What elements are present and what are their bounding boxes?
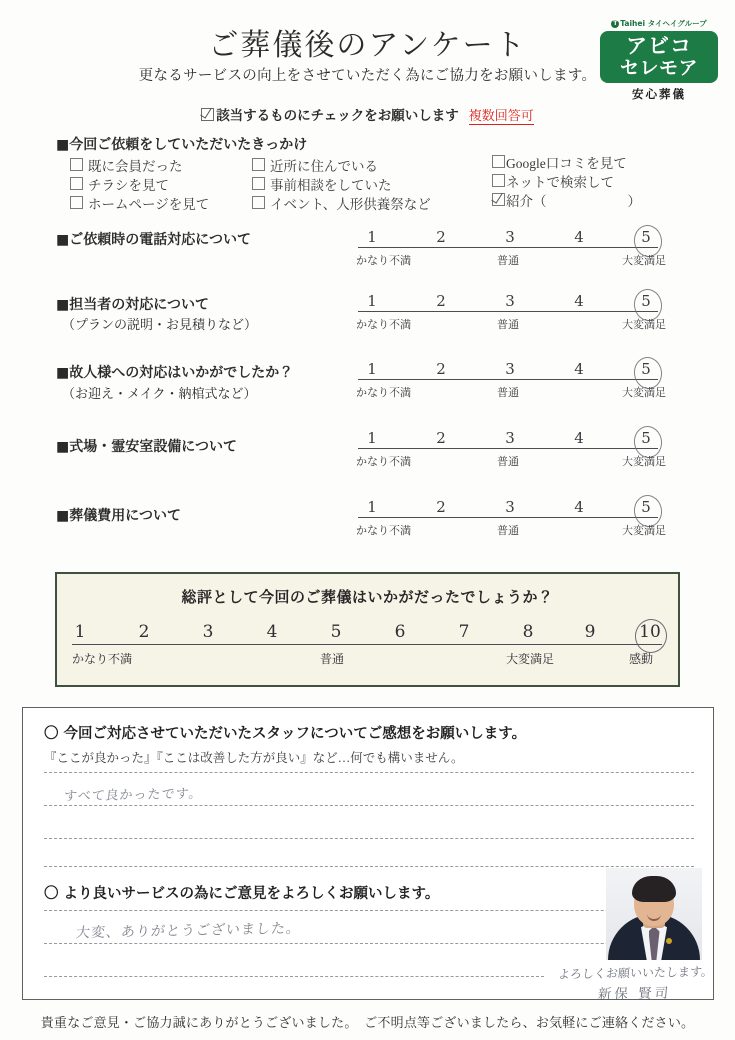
scale-axis — [72, 644, 662, 645]
staff-photo — [606, 868, 702, 960]
check-instruction-text: 該当するものにチェックをお願いします — [216, 108, 459, 124]
checkbox-option-event[interactable] — [252, 193, 431, 213]
question-2-heading: ■担当者の対応について — [56, 297, 209, 313]
writing-line — [44, 838, 694, 839]
overall-point-4[interactable]: 4 — [266, 622, 278, 642]
writing-line — [44, 943, 694, 944]
question-5-heading: ■葬儀費用について — [56, 508, 181, 524]
scale-caption-high: 大変満足 — [622, 455, 666, 468]
scale-point-2[interactable]: 2 — [436, 360, 446, 378]
checkbox-option-referral[interactable] — [492, 190, 641, 210]
logo-brand-line1: アビコ — [626, 34, 692, 58]
scale-point-1[interactable]: 1 — [367, 498, 377, 516]
scale-axis — [358, 379, 658, 380]
scale-caption-low: かなり不満 — [356, 318, 411, 331]
scale-point-5[interactable]: 5 — [641, 228, 651, 246]
checkbox-icon[interactable] — [252, 177, 265, 190]
free-question-2-heading: 〇 より良いサービスの為にご意見をよろしくお願いします。 — [44, 886, 440, 902]
checkbox-option-lives-nearby[interactable] — [252, 155, 378, 175]
scale-axis — [358, 311, 658, 312]
rating-scale-question-1[interactable] — [356, 228, 666, 272]
scale-caption-low: かなり不満 — [356, 386, 411, 399]
overall-point-3[interactable]: 3 — [202, 622, 214, 642]
overall-rating-box — [55, 572, 680, 687]
taihei-mark-icon: T — [613, 20, 618, 27]
page-title: ご葬儀後のアンケート — [208, 28, 527, 63]
checkbox-label: チラシを見て — [88, 178, 169, 193]
scale-point-3[interactable]: 3 — [505, 429, 515, 447]
rating-scale-question-3[interactable] — [356, 360, 666, 404]
scale-point-4[interactable]: 4 — [574, 429, 584, 447]
check-instruction-row — [0, 104, 735, 124]
overall-point-8[interactable]: 8 — [522, 622, 534, 642]
scale-point-4[interactable]: 4 — [574, 292, 584, 310]
checkbox-icon[interactable] — [492, 174, 505, 187]
overall-point-9[interactable]: 9 — [584, 622, 596, 642]
right-eye — [661, 899, 667, 901]
scale-caption-mid: 普通 — [497, 254, 519, 267]
footer-note: 貴重なご意見・ご協力誠にありがとうございました。 ご不明点等ございましたら、お気軽にご連絡ください。 — [40, 1015, 695, 1030]
scale-point-4[interactable]: 4 — [574, 498, 584, 516]
checkbox-icon[interactable] — [70, 158, 83, 171]
rating-scale-question-2[interactable] — [356, 292, 666, 336]
scale-point-1[interactable]: 1 — [367, 292, 377, 310]
scale-point-2[interactable]: 2 — [436, 228, 446, 246]
question-3-sub: （お迎え・メイク・納棺式など） — [62, 386, 257, 401]
scale-point-5[interactable]: 5 — [641, 360, 651, 378]
scale-caption-high: 大変満足 — [622, 318, 666, 331]
scale-caption-low: かなり不満 — [356, 455, 411, 468]
scale-point-2[interactable]: 2 — [436, 498, 446, 516]
scale-point-5[interactable]: 5 — [641, 498, 651, 516]
scale-axis — [358, 448, 658, 449]
checkbox-icon[interactable] — [252, 196, 265, 209]
checkbox-label: 既に会員だった — [88, 159, 183, 174]
scale-point-4[interactable]: 4 — [574, 228, 584, 246]
overall-caption-low: かなり不満 — [72, 652, 133, 666]
rating-scale-question-4[interactable] — [356, 429, 666, 473]
trigger-section-heading: ■今回ご依頼をしていただいたきっかけ — [56, 137, 308, 153]
overall-point-1[interactable]: 1 — [74, 622, 86, 642]
checkbox-option-prior-consultation[interactable] — [252, 174, 392, 194]
multi-answer-note: 複数回答可 — [468, 109, 534, 124]
free-question-1-heading: 〇 今回ご対応させていただいたスタッフについてご感想をお願いします。 — [44, 726, 527, 742]
scale-point-2[interactable]: 2 — [436, 429, 446, 447]
overall-point-7[interactable]: 7 — [458, 622, 470, 642]
overall-rating-title: 総評として今回のご葬儀はいかがだったでしょうか？ — [181, 588, 554, 606]
checkbox-label: 近所に住んでいる — [270, 159, 378, 174]
writing-line — [44, 976, 544, 977]
company-logo — [600, 18, 718, 102]
checkbox-icon[interactable] — [252, 158, 265, 171]
scale-point-1[interactable]: 1 — [367, 429, 377, 447]
scale-point-3[interactable]: 3 — [505, 360, 515, 378]
overall-point-10[interactable]: 10 — [639, 622, 661, 642]
scale-caption-mid: 普通 — [497, 318, 519, 331]
scale-caption-high: 大変満足 — [622, 524, 666, 537]
writing-line — [44, 805, 694, 806]
free-question-1-sub: 『ここが良かった』『ここは改善した方が良い』など…何でも構いません。 — [44, 751, 464, 765]
checkbox-option-google-review[interactable] — [492, 152, 627, 172]
scale-caption-low: かなり不満 — [356, 254, 411, 267]
checkbox-icon[interactable] — [70, 177, 83, 190]
logo-group-text — [600, 18, 718, 29]
checkbox-label: ホームページを見て — [88, 197, 210, 212]
scale-caption-low: かなり不満 — [356, 524, 411, 537]
lapel-badge-icon — [666, 938, 672, 944]
overall-point-5[interactable]: 5 — [330, 622, 342, 642]
checkbox-label: イベント、人形供養祭など — [270, 197, 431, 212]
scale-caption-mid: 普通 — [497, 455, 519, 468]
checkmark-icon — [201, 108, 214, 121]
question-4-heading: ■式場・霊安室設備について — [56, 439, 237, 455]
logo-tagline: 安心葬儀 — [632, 87, 686, 102]
checkbox-option-flyer[interactable] — [70, 174, 169, 194]
staff-name: 新保 賢司 — [597, 985, 672, 1003]
scale-point-1[interactable]: 1 — [367, 228, 377, 246]
scale-point-1[interactable]: 1 — [367, 360, 377, 378]
hair-shape — [632, 876, 676, 902]
staff-closing-note: よろしくお願いいたします。 — [557, 964, 714, 982]
overall-caption-mid: 普通 — [320, 652, 345, 666]
overall-point-2[interactable]: 2 — [138, 622, 150, 642]
free-question-1-answer[interactable]: すべて良かったです。 — [63, 786, 204, 805]
checkbox-option-web-search[interactable] — [492, 171, 614, 191]
checkbox-option-already-member[interactable] — [70, 155, 183, 175]
scale-caption-mid: 普通 — [497, 386, 519, 399]
rating-scale-question-5[interactable] — [356, 498, 666, 542]
scale-caption-high: 大変満足 — [622, 386, 666, 399]
checkbox-label: 事前相談をしていた — [270, 178, 392, 193]
scale-point-3[interactable]: 3 — [505, 498, 515, 516]
scale-point-3[interactable]: 3 — [505, 228, 515, 246]
checkbox-icon[interactable] — [492, 155, 505, 168]
question-2-sub: （プランの説明・お見積りなど） — [62, 317, 258, 332]
scale-point-5[interactable]: 5 — [641, 429, 651, 447]
writing-line — [44, 772, 694, 773]
overall-caption-high: 大変満足 — [506, 652, 555, 666]
checkbox-label: Google口コミを見て — [506, 156, 627, 171]
writing-line — [44, 866, 694, 867]
scale-axis — [358, 247, 658, 248]
page-subtitle: 更なるサービスの向上をさせていただく為にご協力をお願いします。 — [138, 68, 597, 84]
left-eye — [641, 899, 647, 901]
checkbox-option-homepage[interactable] — [70, 193, 209, 213]
scale-point-5[interactable]: 5 — [641, 292, 651, 310]
checkbox-icon[interactable] — [70, 196, 83, 209]
overall-caption-top: 感動 — [629, 652, 654, 666]
scale-axis — [358, 517, 658, 518]
free-question-2-answer[interactable]: 大変、ありがとうございました。 — [75, 920, 302, 942]
scale-point-4[interactable]: 4 — [574, 360, 584, 378]
logo-brand-line2: セレモア — [619, 56, 698, 79]
scale-caption-high: 大変満足 — [622, 254, 666, 267]
scale-point-3[interactable]: 3 — [505, 292, 515, 310]
overall-rating-scale[interactable] — [72, 622, 662, 668]
writing-line — [44, 910, 694, 911]
question-1-heading: ■ご依頼時の電話対応について — [56, 232, 251, 248]
checkbox-label: ネットで検索して — [506, 175, 614, 190]
checkbox-label: 紹介（ ） — [506, 194, 641, 209]
checkbox-icon[interactable] — [492, 193, 505, 206]
logo-brand-box — [600, 31, 718, 83]
logo-group-label: Taihei タイヘイグループ — [620, 19, 707, 28]
scale-point-2[interactable]: 2 — [436, 292, 446, 310]
scale-caption-mid: 普通 — [497, 524, 519, 537]
question-3-heading: ■故人様への対応はいかがでしたか？ — [56, 365, 294, 381]
overall-point-6[interactable]: 6 — [394, 622, 406, 642]
